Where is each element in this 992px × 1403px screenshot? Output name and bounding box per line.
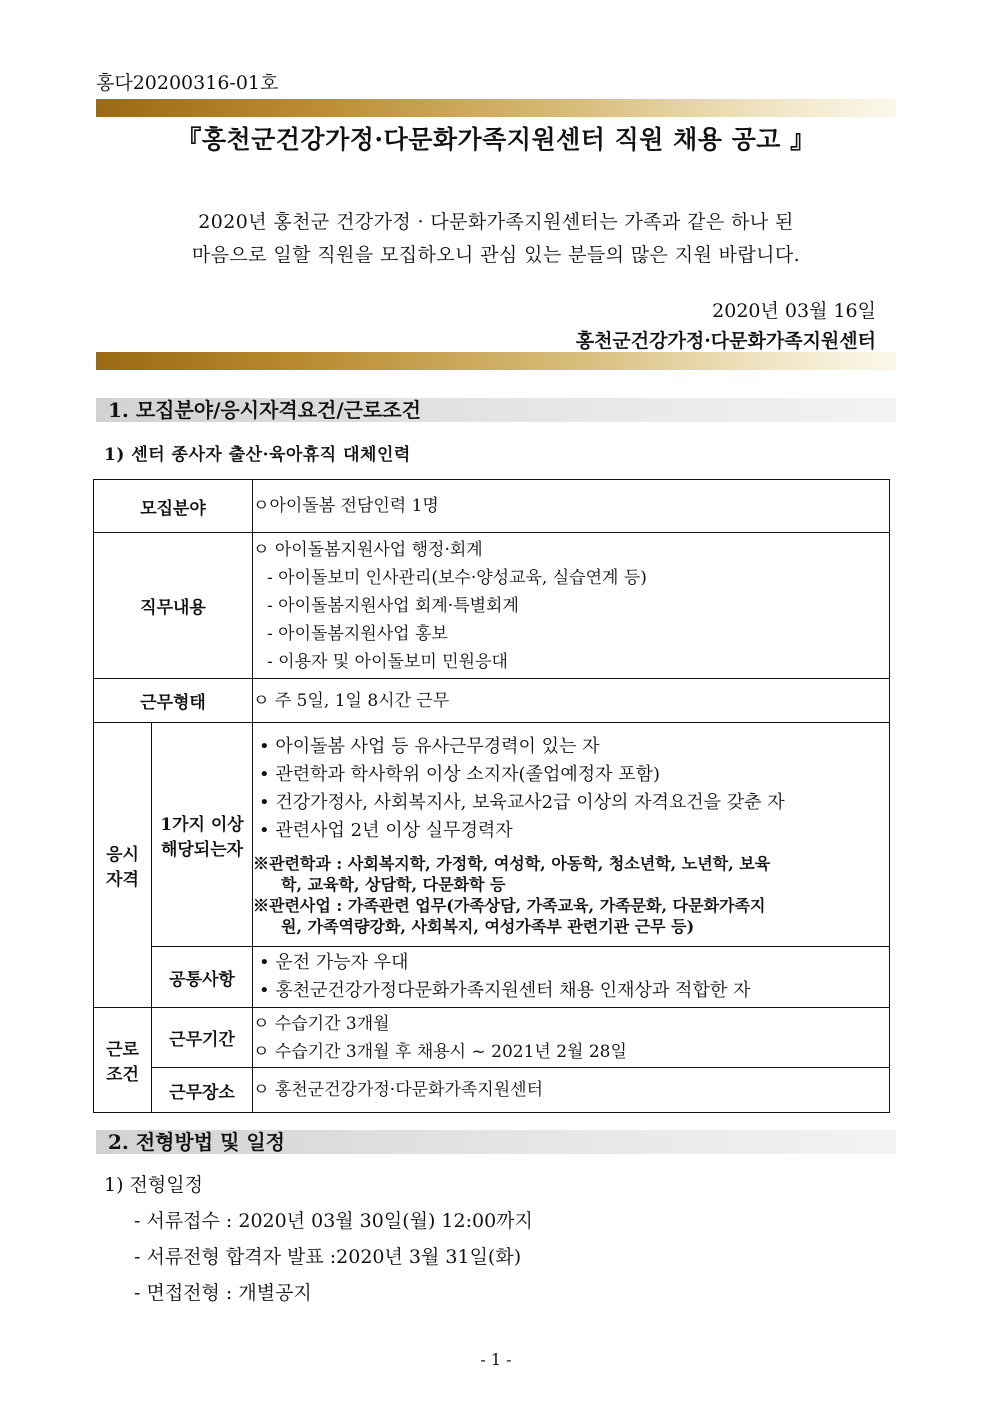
common-label: 공통사항	[152, 947, 253, 1008]
table-row	[94, 1068, 890, 1113]
table-row	[94, 947, 890, 1008]
header-gold-bar	[96, 99, 896, 117]
duties-label: 직무내용	[94, 533, 253, 679]
intro-line-1: 2020년 홍천군 건강가정 · 다문화가족지원센터는 가족과 같은 하나 된	[198, 211, 794, 233]
table-row	[94, 679, 890, 723]
list-item: ㅇ 아이돌봄지원사업 행정·회계	[253, 539, 483, 560]
qualification-label-line1: 응시	[106, 845, 139, 865]
field-label: 모집분야	[94, 480, 253, 533]
page-number: - 1 -	[480, 1350, 512, 1369]
section1-title: 1. 모집분야/응시자격요건/근로조건	[108, 398, 421, 422]
intro-paragraph	[96, 206, 896, 272]
related-business-note	[253, 895, 889, 937]
list-item: - 아이돌봄지원사업 회계·특별회계	[267, 595, 519, 616]
announcement-date: 2020년 03월 16일	[712, 300, 876, 322]
note-line: 학, 교육학, 상담학, 다문화학 등	[281, 874, 506, 894]
table-row	[94, 480, 890, 533]
period-label: 근무기간	[152, 1008, 253, 1068]
qualification-label	[94, 723, 152, 1008]
intro-line-2: 마음으로 일할 직원을 모집하오니 관심 있는 분들의 많은 지원 바랍니다.	[191, 244, 801, 266]
list-item: - 서류전형 합격자 발표 :2020년 3월 31일(화)	[134, 1246, 522, 1268]
list-item: - 면접전형 : 개별공지	[134, 1282, 312, 1304]
list-item: ㅇ 수습기간 3개월 후 채용시 ~ 2021년 2월 28일	[253, 1041, 627, 1062]
conditions-label-line2: 조건	[106, 1065, 139, 1085]
one-or-more-label-line1: 1가지 이상	[160, 814, 244, 835]
page-title: 『홍천군건강가정·다문화가족지원센터 직원 채용 공고 』	[176, 125, 816, 154]
recruitment-table	[93, 479, 890, 1113]
duties-content	[253, 533, 890, 679]
field-content: ㅇ아이돌봄 전담인력 1명	[253, 480, 890, 533]
related-major-note	[253, 853, 889, 895]
place-content: ㅇ 홍천군건강가정·다문화가족지원센터	[253, 1068, 890, 1113]
list-item: - 아이돌봄지원사업 홍보	[267, 623, 448, 644]
list-item: • 관련학과 학사학위 이상 소지자(졸업예정자 포함)	[259, 763, 661, 785]
list-item: • 관련사업 2년 이상 실무경력자	[259, 819, 513, 841]
list-item: • 홍천군건강가정다문화가족지원센터 채용 인재상과 적합한 자	[259, 980, 751, 1001]
period-content	[253, 1008, 890, 1068]
list-item: - 이용자 및 아이돌보미 민원응대	[267, 651, 508, 672]
conditions-label	[94, 1008, 152, 1113]
table-row	[94, 723, 890, 947]
list-item: • 건강가정사, 사회복지사, 보육교사2급 이상의 자격요건을 갖춘 자	[259, 791, 785, 813]
place-label: 근무장소	[152, 1068, 253, 1113]
list-item: - 서류접수 : 2020년 03월 30일(월) 12:00까지	[134, 1210, 533, 1232]
list-item: ㅇ 수습기간 3개월	[253, 1013, 390, 1034]
list-item: • 아이돌봄 사업 등 유사근무경력이 있는 자	[259, 735, 600, 757]
divider-gold-bar	[96, 352, 896, 370]
organization-name: 홍천군건강가정·다문화가족지원센터	[575, 330, 876, 352]
qualification-label-line2: 자격	[106, 870, 139, 890]
one-or-more-label	[152, 723, 253, 947]
section1-subtitle: 1) 센터 종사자 출산·육아휴직 대체인력	[104, 445, 411, 465]
document-number: 홍다20200316-01호	[96, 72, 279, 94]
note-line: ※관련학과 : 사회복지학, 가정학, 여성학, 아동학, 청소년학, 노년학, 보육	[253, 853, 771, 873]
note-line: ※관련사업 : 가족관련 업무(가족상담, 가족교육, 가족문화, 다문화가족지	[253, 895, 766, 915]
section2-title: 2. 전형방법 및 일정	[108, 1130, 286, 1154]
table-row	[94, 1008, 890, 1068]
note-line: 원, 가족역량강화, 사회복지, 여성가족부 관련기관 근무 등)	[281, 916, 695, 936]
common-content	[253, 947, 890, 1008]
section2-subtitle: 1) 전형일정	[104, 1174, 203, 1196]
table-row	[94, 533, 890, 679]
one-or-more-content	[253, 723, 890, 947]
work-type-label: 근무형태	[94, 679, 253, 723]
conditions-label-line1: 근로	[106, 1040, 139, 1060]
list-item: • 운전 가능자 우대	[259, 952, 409, 973]
list-item: - 아이돌보미 인사관리(보수·양성교육, 실습연계 등)	[267, 567, 647, 588]
one-or-more-label-line2: 해당되는자	[160, 839, 244, 860]
work-type-content: ㅇ 주 5일, 1일 8시간 근무	[253, 679, 890, 723]
